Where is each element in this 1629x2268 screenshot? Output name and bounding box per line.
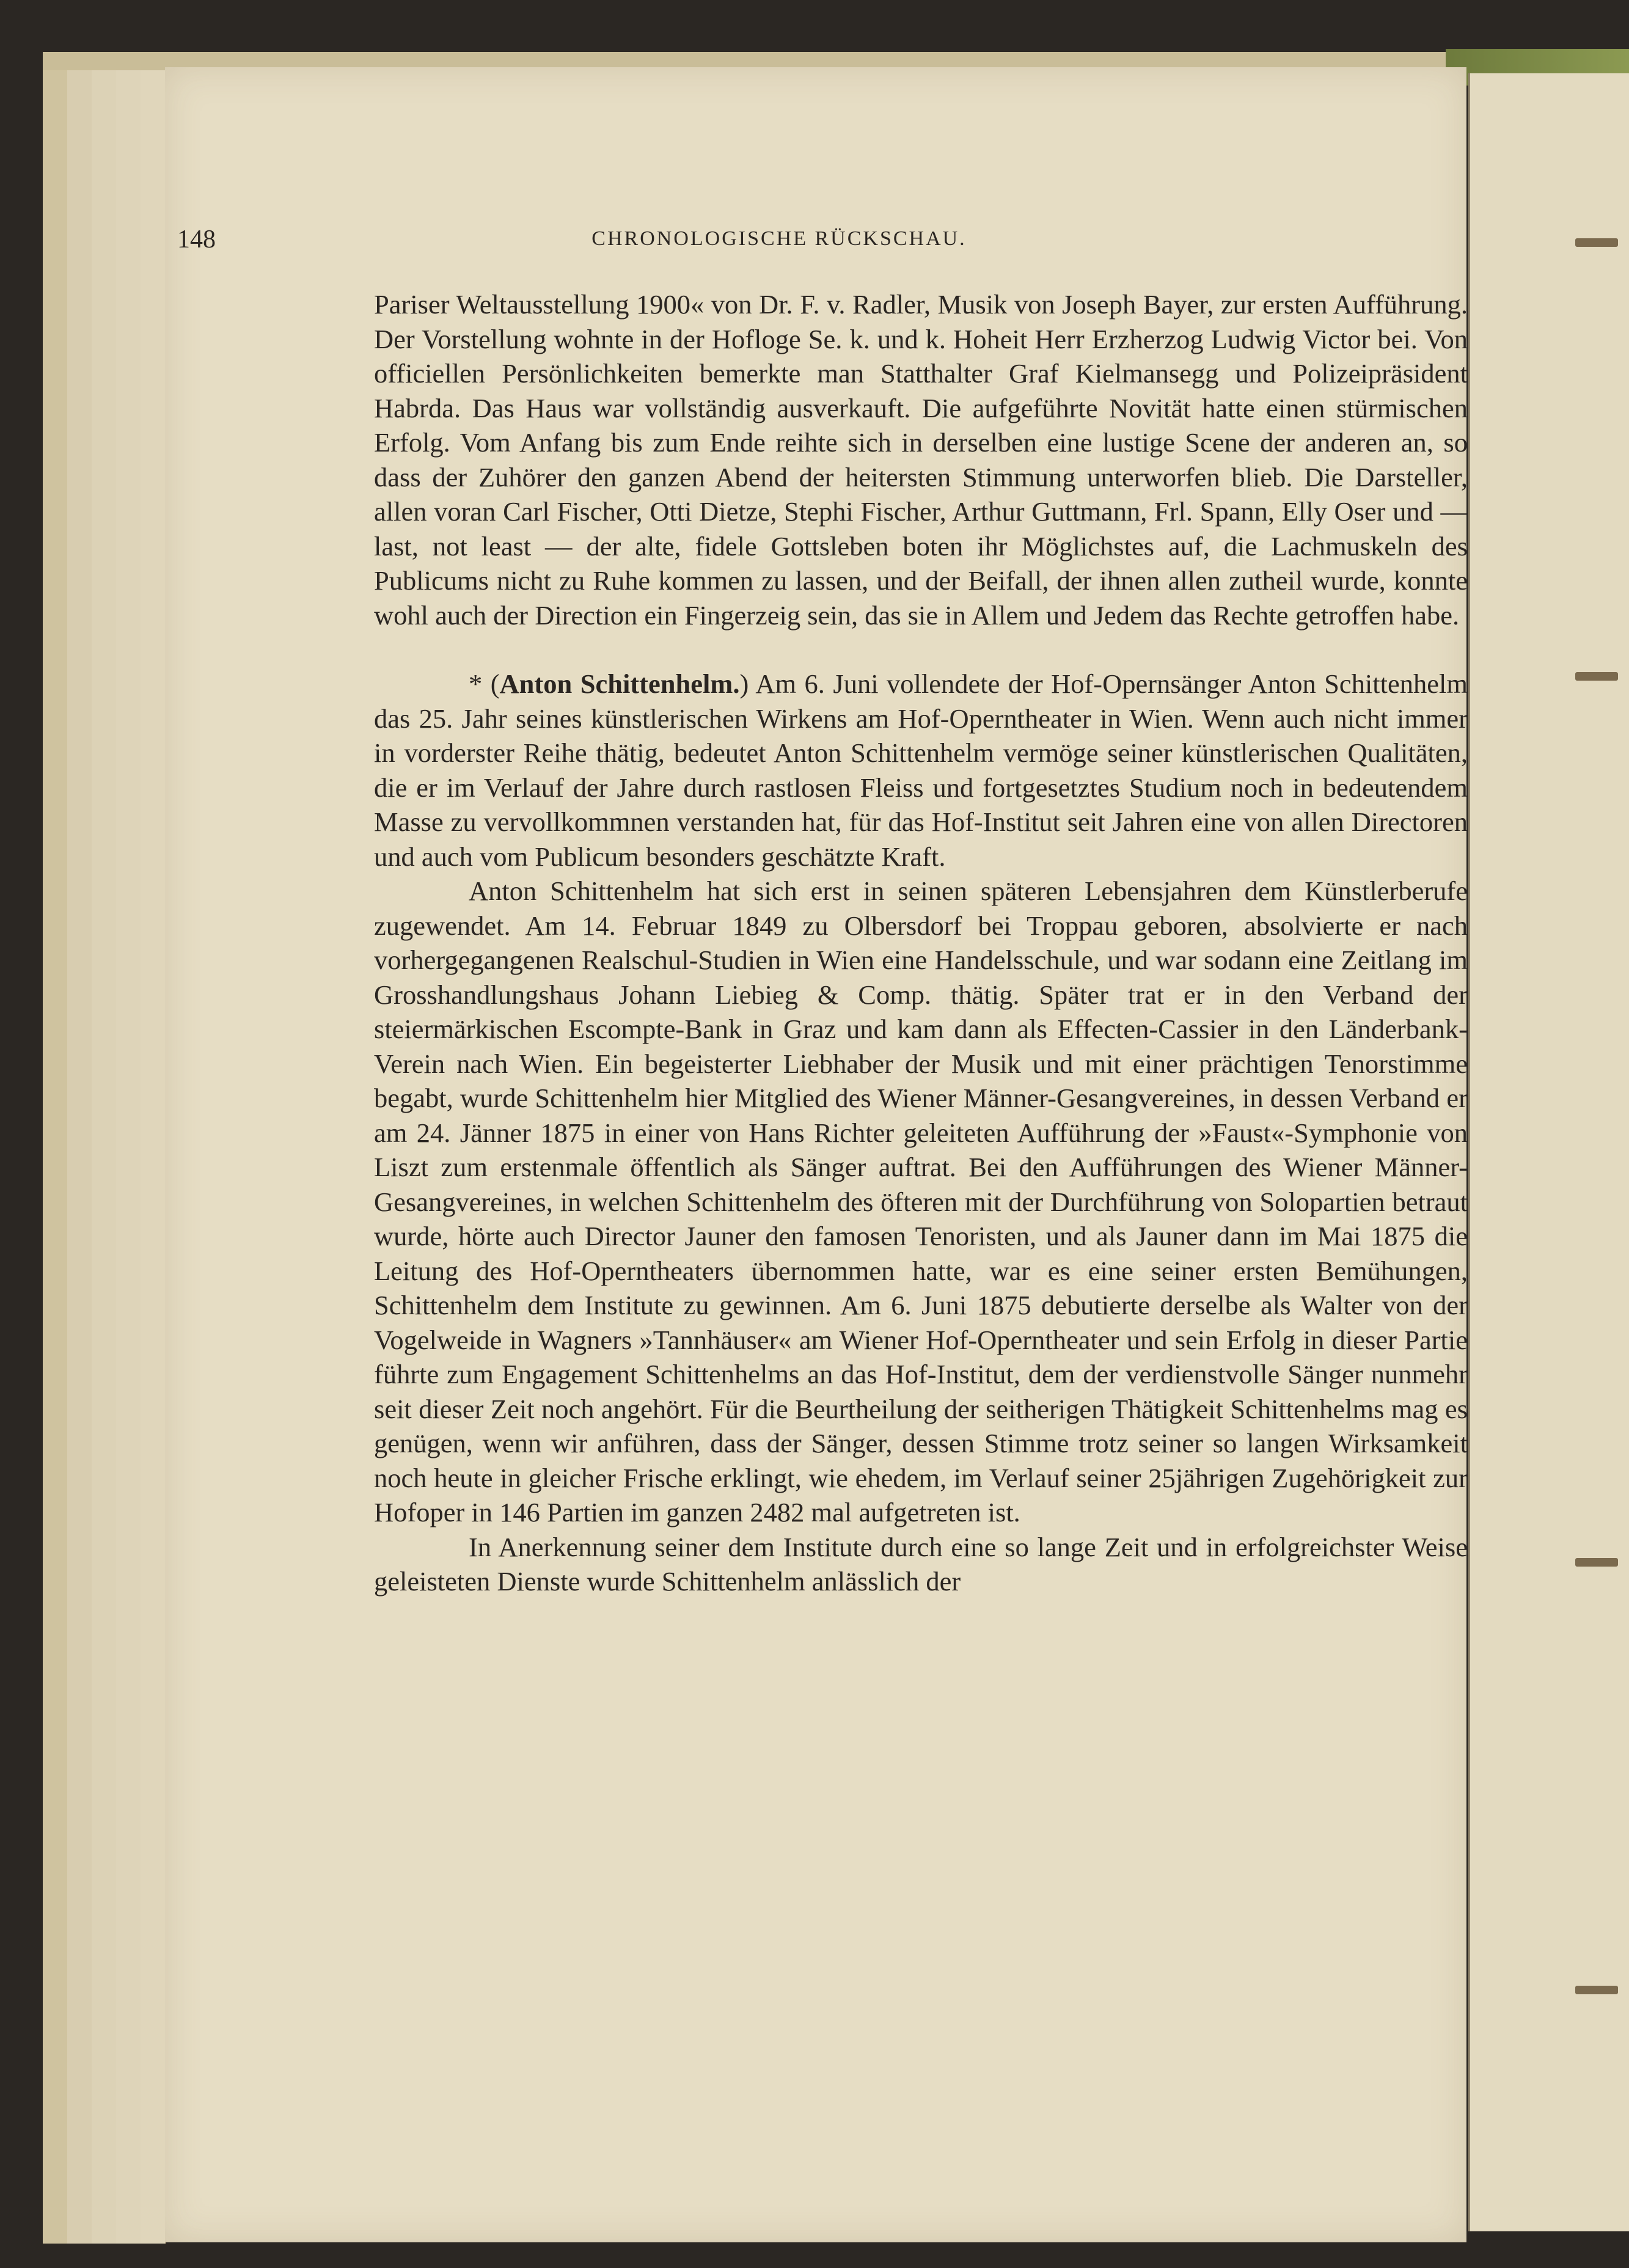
running-title: CHRONOLOGISCHE RÜCKSCHAU. [591, 227, 967, 250]
running-head [177, 225, 1381, 262]
page-tab [1575, 238, 1618, 247]
facing-page [1468, 73, 1629, 2231]
page-edge [92, 55, 117, 2244]
section-close: ) [739, 668, 749, 699]
paragraph: In Anerkennung seiner dem Institute durch eine so lange Zeit und in erfolgreichster Weise geleisteten Dienste wurde Schittenhelm anlässlich der [374, 1531, 1468, 1597]
page-number: 148 [177, 225, 216, 254]
page-tab [1575, 1558, 1618, 1567]
page-tab [1575, 1986, 1618, 1994]
paragraph: Anton Schittenhelm hat sich erst in seinen späteren Lebensjahren dem Künstlerberufe zugewendet. Am 14. Februar 1849 zu Olbersdorf bei Troppau geboren, absolvierte er nach vorhergegangenen Realschul-Studien in Wien eine Handelsschule, und war sodann eine Zeitlang im Grosshandlungshaus Johann Liebieg & Comp. thätig. Später trat er in den Verband der steiermärkischen Escompte-Bank in Graz und kam dann als Effecten-Cassier in den Länderbank-Verein nach Wien. Ein begeisterter Liebhaber der Musik und mit einer prächtigen Tenorstimme begabt, wurde Schittenhelm hier Mitglied des Wiener Männer-Gesangvereines, in dessen Verband er am 24. Jänner 1875 in einer von Hans Richter geleiteten Aufführung der »Faust«-Symphonie von Liszt zum erstenmale öffentlich als Sänger auftrat. Bei den Aufführungen des Wiener Männer-Gesangvereines, in welchen Schittenhelm des öfteren mit der Durchführung von Solopartien betraut wurde, hörte auch Director Jauner den famosen Tenoristen, und als Jauner dann im Mai 1875 die Leitung des Hof-Operntheaters übernommen hatte, war es eine seiner ersten Bemühungen, Schittenhelm dem Institute zu gewinnen. Am 6. Juni 1875 debutierte derselbe als Walter von der Vogelweide in Wagners »Tannhäuser« am Wiener Hof-Operntheater und sein Erfolg in dieser Partie führte zum Engagement Schittenhelms an das Hof-Institut, dem der verdienstvolle Sänger nunmehr seit dieser Zeit noch angehört. Für die Beurtheilung der seitherigen Thätigkeit Schittenhelms mag es genügen, wenn wir anführen, dass der Sänger, dessen Stimme trotz seiner so langen Wirksamkeit noch heute in gleicher Frische erklingt, wie ehedem, im Verlauf seiner 25jährigen Zugehörigkeit zur Hofoper in 146 Partien im ganzen 2482 mal aufgetreten ist. [374, 876, 1468, 1527]
page-edge [141, 55, 166, 2244]
section-heading: Anton Schittenhelm. [499, 668, 740, 699]
page-edge [43, 55, 68, 2244]
paragraph-text: Am 6. Juni vollendete der Hof-Opernsänger Anton Schittenhelm das 25. Jahr seines künstlerischen Wirkens am Hof-Operntheater in Wien. Wenn auch nicht immer in vorderster Reihe thätig, bedeutet Anton Schittenhelm vermöge seiner künstlerischen Qualitäten, die er im Verlauf der Jahre durch rastlosen Fleiss und fortgesetztes Studium noch in bedeutendem Masse zu vervollkommnen verstanden hat, für das Hof-Institut seit Jahren eine von allen Directoren und auch vom Publicum besonders geschätzte Kraft. [374, 668, 1468, 872]
paragraph: Pariser Weltausstellung 1900« von Dr. F. v. Radler, Musik von Joseph Bayer, zur ersten Aufführung. Der Vorstellung wohnte in der Hofloge Se. k. und k. Hoheit Herr Erzherzog Ludwig Victor bei. Von officiellen Persönlichkeiten bemerkte man Statthalter Graf Kielmansegg und Polizeipräsident Habrda. Das Haus war vollständig ausverkauft. Die aufgeführte Novität hatte einen stürmischen Erfolg. Vom Anfang bis zum Ende reihte sich in derselben eine lustige Scene der anderen an, so dass der Zuhörer den ganzen Abend der heitersten Stimmung unterworfen blieb. Die Darsteller, allen voran Carl Fischer, Otti Dietze, Stephi Fischer, Arthur Guttmann, Frl. Spann, Elly Oser und — last, not least — der alte, fidele Gottsleben boten ihr Möglichstes auf, die Lachmuskeln des Publicums nicht zu Ruhe kommen zu lassen, und der Beifall, der ihnen allen zutheil wurde, konnte wohl auch der Direction ein Fingerzeig sein, das sie in Allem und Jedem das Rechte getroffen habe. [374, 289, 1468, 631]
page-edge [116, 55, 142, 2244]
page-tab [1575, 672, 1618, 681]
page-edge [67, 55, 93, 2244]
body-text [374, 287, 1468, 1599]
section-marker: * ( [469, 668, 500, 699]
section-paragraph [374, 667, 1468, 874]
